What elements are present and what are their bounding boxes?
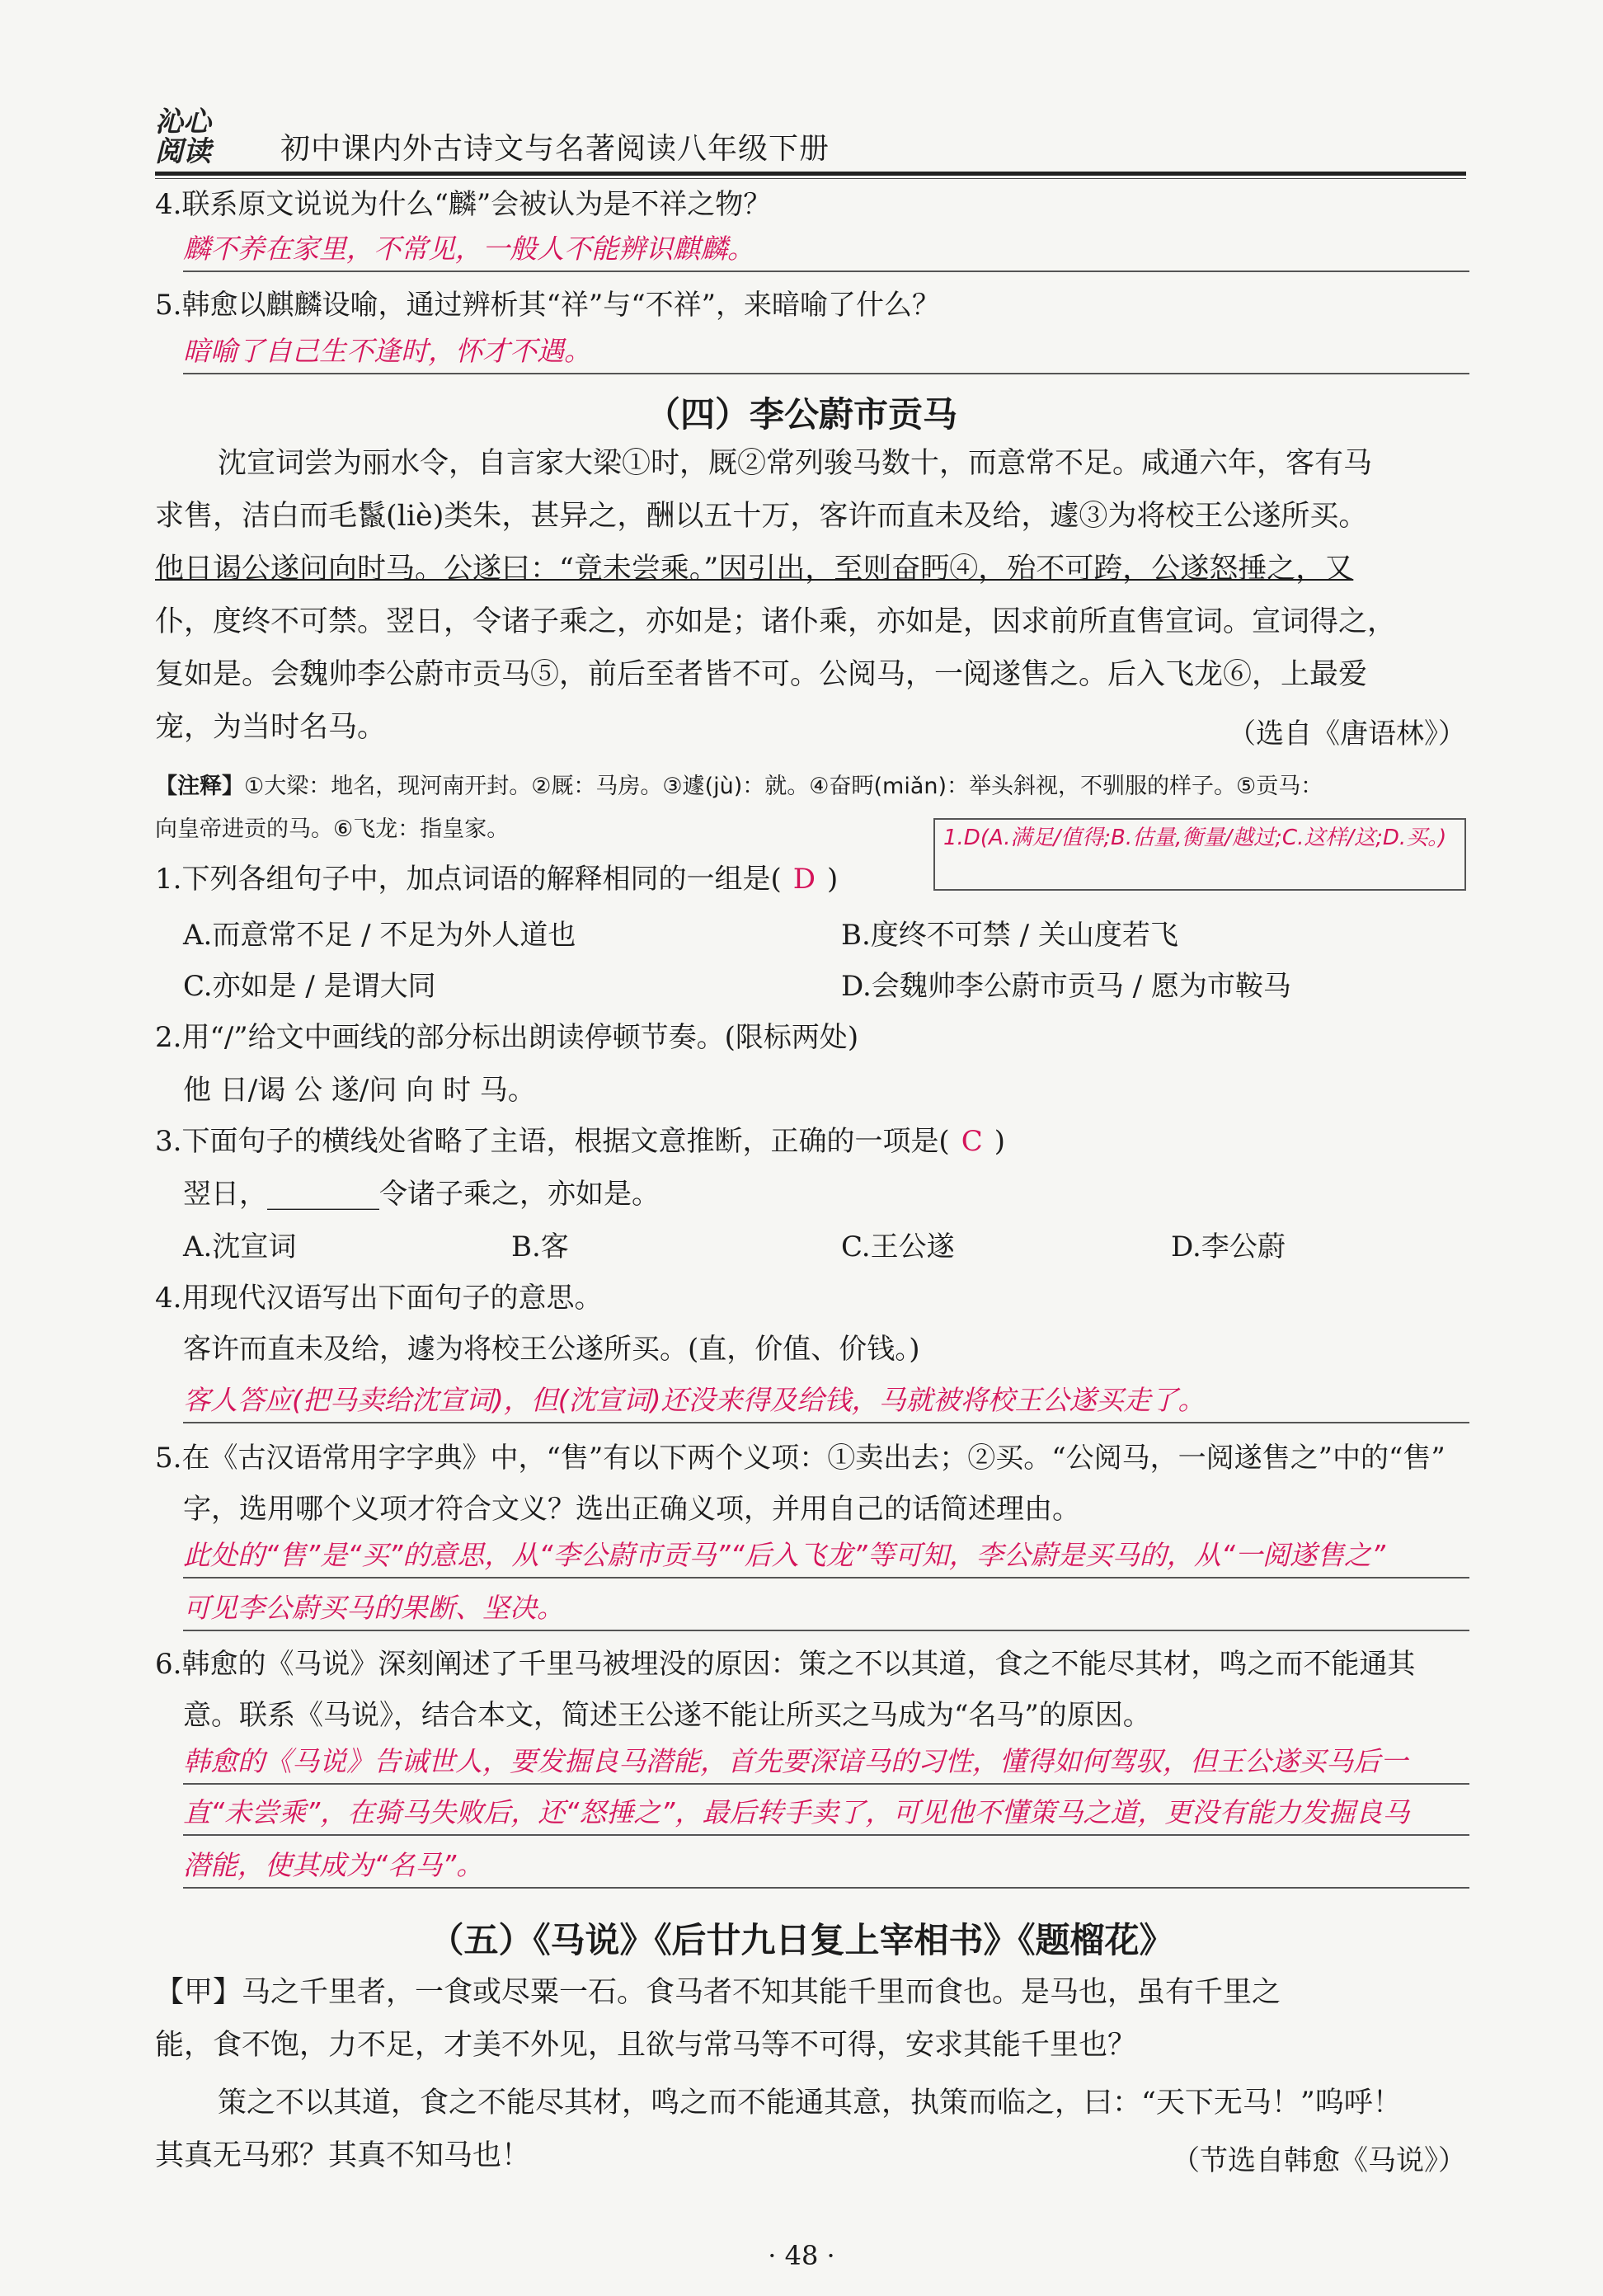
section-5-title: （五）《马说》《后廿九日复上宰相书》《题榴花》 <box>429 1920 1174 1960</box>
s5-line-1: 【甲】马之千里者，一食或尽粟一石。食马者不知其能千里而食也。是马也，虽有千里之 <box>155 1976 1281 2009</box>
s4-q3-opt-a: A.沈宣词 <box>183 1230 297 1263</box>
s4-q3-answer: C <box>961 1125 983 1158</box>
top-question-5: 5.韩愈以麒麟设喻，通过辨析其“祥”与“不祥”，来暗喻了什么？ <box>155 289 940 322</box>
s4-q1-text: 1.下列各组句子中，加点词语的解释相同的一组是( <box>155 863 782 896</box>
s4-line-6: 宠，为当时名马。 <box>155 711 387 744</box>
header-title: 初中课内外古诗文与名著阅读八年级下册 <box>280 132 830 166</box>
top-answer-4: 麟不养在家里，不常见，一般人不能辨识麒麟。 <box>183 231 1469 272</box>
s4-q1-answer: D <box>792 863 816 896</box>
header-rule-thin <box>155 178 1466 179</box>
s4-q1-opt-d: D.会魏帅李公蔚市贡马 / 愿为市鞍马 <box>841 970 1291 1003</box>
answer-note-box: 1.D(A.满足/值得;B.估量,衡量/越过;C.这样/这;D.买。) <box>933 818 1466 891</box>
s4-q3-text: 3.下面句子的横线处省略了主语，根据文意推断，正确的一项是( <box>155 1125 950 1158</box>
s4-q3-close: ) <box>994 1125 1005 1158</box>
s4-line-3 <box>155 543 1466 595</box>
s4-q3-opt-d: D.李公蔚 <box>1171 1230 1286 1263</box>
s4-q2-text: 他 日/谒 公 遂/问 向 时 马。 <box>183 1074 536 1107</box>
s5-line-3: 策之不以其道，食之不能尽其材，鸣之而不能通其意，执策而临之，曰：“天下无马！”呜呼！ <box>218 2087 1402 2120</box>
s4-note-line-1 <box>155 765 1323 808</box>
s4-q5-answer-1: 此处的“售”是“买”的意思，从“李公蔚市贡马”“后入飞龙”等可知，李公蔚是买马的，从“一阅遂售之” <box>183 1537 1469 1578</box>
s4-q6-line-2: 意。联系《马说》，结合本文，简述王公遂不能让所买之马成为“名马”的原因。 <box>183 1699 1151 1732</box>
s4-q3-opt-c: C.王公遂 <box>841 1230 955 1263</box>
s4-q6-answer-3: 潜能，使其成为“名马”。 <box>183 1847 1469 1889</box>
s4-q4: 4.用现代汉语写出下面句子的意思。 <box>155 1282 603 1315</box>
s5-source: （节选自韩愈《马说》） <box>1172 2144 1466 2177</box>
header-rule <box>155 172 1466 176</box>
s4-line-2: 求售，洁白而毛鬣(liè)类朱，甚异之，酬以五十万，客许而直未及给，遽③为将校王公遂所买。 <box>155 500 1368 533</box>
s4-line-1: 沈宣词尝为丽水令，自言家大梁①时，厩②常列骏马数十，而意常不足。咸通六年，客有马 <box>218 447 1373 480</box>
s4-source: （选自《唐语林》） <box>1228 718 1466 750</box>
s4-q3-opt-b: B.客 <box>511 1230 569 1263</box>
s4-q1-close: ) <box>826 863 839 896</box>
s4-q1-opt-b: B.度终不可禁 / 关山度若飞 <box>841 919 1178 952</box>
s4-q3 <box>155 1123 1005 1160</box>
s4-q6-line-1: 6.韩愈的《马说》深刻阐述了千里马被埋没的原因：策之不以其道，食之不能尽其材，鸣之而不能通其 <box>155 1648 1416 1681</box>
s5-line-2: 能，食不饱，力不足，才美不外见，且欲与常马等不可得，安求其能千里也？ <box>155 2029 1137 2062</box>
header-logo: 沁心 阅读 <box>155 106 211 168</box>
page-number: · 48 · <box>768 2240 835 2271</box>
s4-line-4: 仆，度终不可禁。翌日，令诸子乘之，亦如是；诸仆乘，亦如是，因求前所直售宣词。宣词得之， <box>155 605 1397 638</box>
section-4-title: （四）李公蔚市贡马 <box>645 394 957 435</box>
top-question-4: 4.联系原文说说为什么“麟”会被认为是不祥之物？ <box>155 188 772 221</box>
top-answer-5: 暗喻了自己生不逢时，怀才不遇。 <box>183 333 1469 374</box>
s4-q6-answer-1: 韩愈的《马说》告诫世人，要发掘良马潜能，首先要深谙马的习性，懂得如何驾驭，但王公遂买马后一 <box>183 1743 1469 1785</box>
s4-line-5: 复如是。会魏帅李公蔚市贡马⑤，前后至者皆不可。公阅马，一阅遂售之。后入飞龙⑥，上最爱 <box>155 658 1368 691</box>
s5-line-4: 其真无马邪？其真不知马也！ <box>155 2139 531 2172</box>
s4-q6-answer-2: 直“未尝乘”，在骑马失败后，还“怒捶之”，最后转手卖了，可见他不懂策马之道，更没有能力发掘良马 <box>183 1795 1469 1836</box>
s4-q3-sentence: 翌日，________令诸子乘之，亦如是。 <box>183 1178 660 1211</box>
s4-q1-opt-c: C.亦如是 / 是谓大同 <box>183 970 436 1003</box>
note-label: 【注释】 <box>155 774 244 799</box>
s4-q5-line-1: 5.在《古汉语常用字字典》中，“售”有以下两个义项：①卖出去；②买。“公阅马，一阅遂售之”中的“售” <box>155 1442 1446 1475</box>
s4-q2: 2.用“/”给文中画线的部分标出朗读停顿节奏。(限标两处) <box>155 1021 859 1054</box>
s4-note-line-2: 向皇帝进贡的马。⑥飞龙：指皇家。 <box>155 816 510 842</box>
s4-line-3-text: 他日谒公遂问向时马。公遂曰：“竟未尝乘。”因引出，至则奋眄④，殆不可跨，公遂怒捶之，又 <box>155 553 1354 586</box>
s4-q1 <box>155 861 838 897</box>
note-text-1: ①大梁：地名，现河南开封。②厩：马房。③遽(jù)：就。④奋眄(miǎn)：举头斜视，不驯服的样子。⑤贡马： <box>244 774 1323 799</box>
s4-q5-answer-2: 可见李公蔚买马的果断、坚决。 <box>183 1590 1469 1631</box>
s4-q4-answer: 客人答应(把马卖给沈宣词)，但(沈宣词)还没来得及给钱，马就被将校王公遂买走了。 <box>183 1382 1469 1423</box>
s4-q1-opt-a: A.而意常不足 / 不足为外人道也 <box>183 919 576 952</box>
s4-q5-line-2: 字，选用哪个义项才符合文义？选出正确义项，并用自己的话简述理由。 <box>183 1493 1080 1526</box>
s4-q4-sentence: 客许而直未及给，遽为将校王公遂所买。(直，价值、价钱。) <box>183 1333 920 1366</box>
